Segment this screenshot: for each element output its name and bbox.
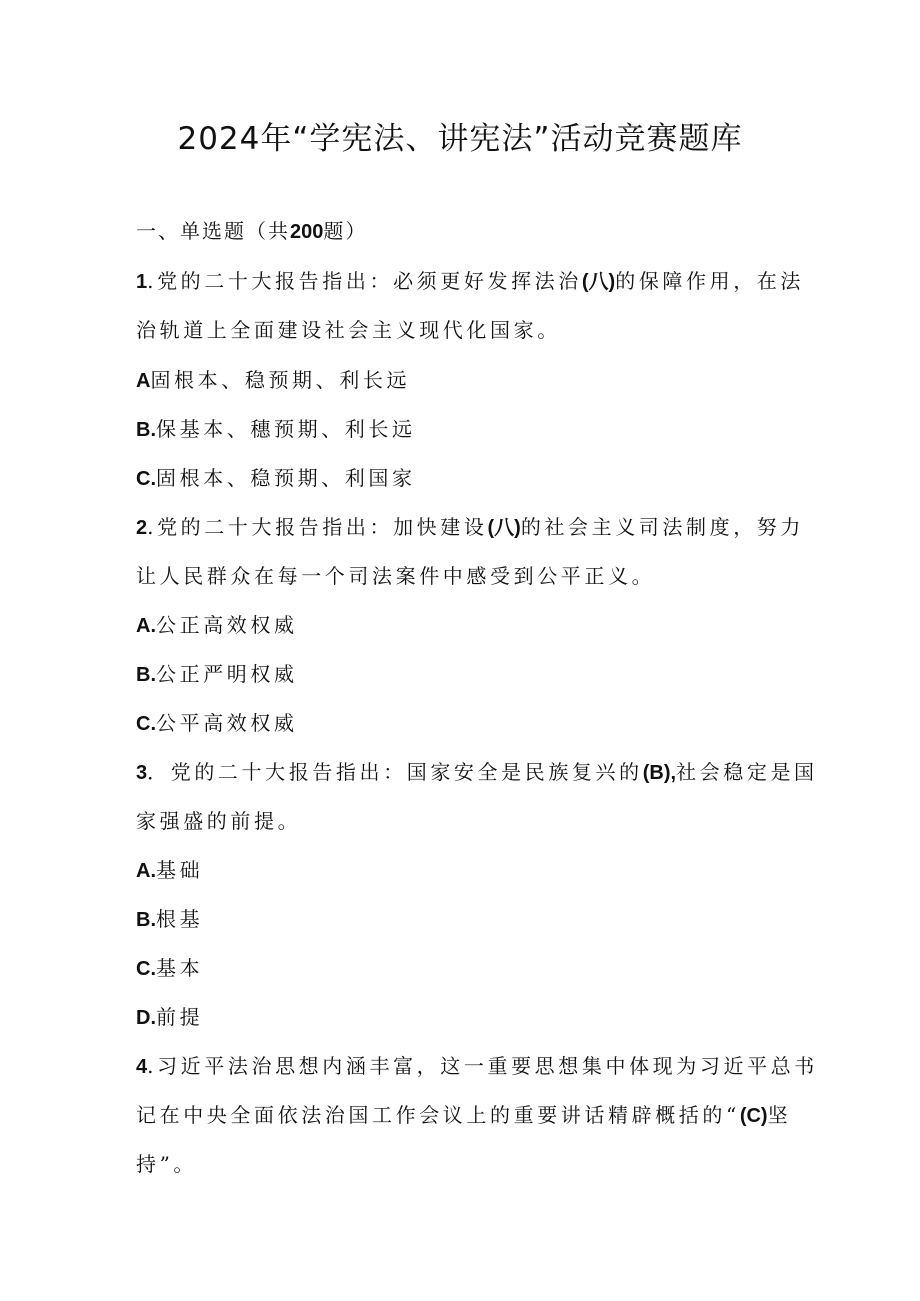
option-letter: B. <box>136 419 156 441</box>
question-1-line-2 <box>136 314 561 343</box>
option-b <box>136 658 298 687</box>
question-4-line-3 <box>136 1148 197 1177</box>
option-text: 公正严明权威 <box>156 662 298 686</box>
option-letter: A <box>136 370 151 392</box>
option-a <box>136 364 410 393</box>
question-number: 2 <box>136 517 148 539</box>
option-d <box>136 1001 203 1030</box>
question-2-line-2 <box>136 560 655 589</box>
answer-marker: (B), <box>642 762 677 784</box>
question-text: 家强盛的前提。 <box>136 809 302 833</box>
option-text: 公平高效权威 <box>156 711 298 735</box>
option-c <box>136 462 416 491</box>
option-letter: A. <box>136 860 156 882</box>
section-heading <box>136 215 367 244</box>
question-count: 200 <box>290 221 324 243</box>
document-title: 2024年“学宪法、讲宪法”活动竞赛题库 <box>177 121 743 157</box>
answer-marker: (八) <box>581 271 616 293</box>
question-number: 1 <box>136 271 148 293</box>
question-text: 持”。 <box>136 1152 198 1176</box>
option-text: 前提 <box>156 1005 204 1029</box>
question-number: 3 <box>136 762 148 784</box>
option-text: 保基本、穗预期、利长远 <box>156 417 416 441</box>
option-a <box>136 854 203 883</box>
option-a <box>136 609 298 638</box>
option-c <box>136 952 203 981</box>
question-text: ．党的二十大报告指出：国家安全是民族复兴的 <box>147 760 643 784</box>
question-text: 的社会主义司法制度，努力 <box>520 515 805 539</box>
question-4-line-1 <box>136 1050 818 1079</box>
answer-marker: (八) <box>487 517 521 539</box>
option-b <box>136 413 416 442</box>
option-letter: C. <box>136 468 156 490</box>
option-text: 基础 <box>156 858 204 882</box>
question-text: 让人民群众在每一个司法案件中感受到公平正义。 <box>136 564 656 588</box>
option-letter: C. <box>136 713 156 735</box>
question-3-line-2 <box>136 805 301 834</box>
question-text: 社会稳定是国 <box>676 760 818 784</box>
question-text: 坚 <box>767 1103 792 1127</box>
option-letter: D. <box>136 1007 156 1029</box>
option-letter: B. <box>136 664 156 686</box>
option-b <box>136 903 203 932</box>
option-letter: A. <box>136 615 156 637</box>
question-text: .党的二十大报告指出：加快建设 <box>147 515 488 539</box>
question-number: 4 <box>136 1056 148 1078</box>
question-text: 的保障作用，在法 <box>615 269 805 293</box>
option-text: 基本 <box>156 956 204 980</box>
option-c <box>136 707 298 736</box>
question-1-line-1 <box>136 265 804 294</box>
option-letter: C. <box>136 958 156 980</box>
option-text: 固根本、稳预期、利国家 <box>156 466 416 490</box>
option-text: 公正高效权威 <box>156 613 298 637</box>
section-suffix: 题） <box>323 219 368 243</box>
section-prefix: 一、单选题（共 <box>136 219 290 243</box>
question-3-line-1 <box>136 756 818 785</box>
question-4-line-2 <box>136 1099 791 1128</box>
question-text: 记在中央全面依法治国工作会议上的重要讲话精辟概括的“ <box>136 1103 740 1127</box>
option-text: 固根本、稳预期、利长远 <box>150 368 411 392</box>
question-2-line-1 <box>136 511 804 540</box>
question-text: 治轨道上全面建设社会主义现代化国家。 <box>136 318 561 342</box>
question-text: .习近平法治思想内涵丰富，这一重要思想集中体现为习近平总书 <box>147 1054 818 1078</box>
question-text: .党的二十大报告指出：必须更好发挥法治 <box>147 269 582 293</box>
option-letter: B. <box>136 909 156 931</box>
option-text: 根基 <box>156 907 204 931</box>
answer-marker: (C) <box>739 1105 768 1127</box>
